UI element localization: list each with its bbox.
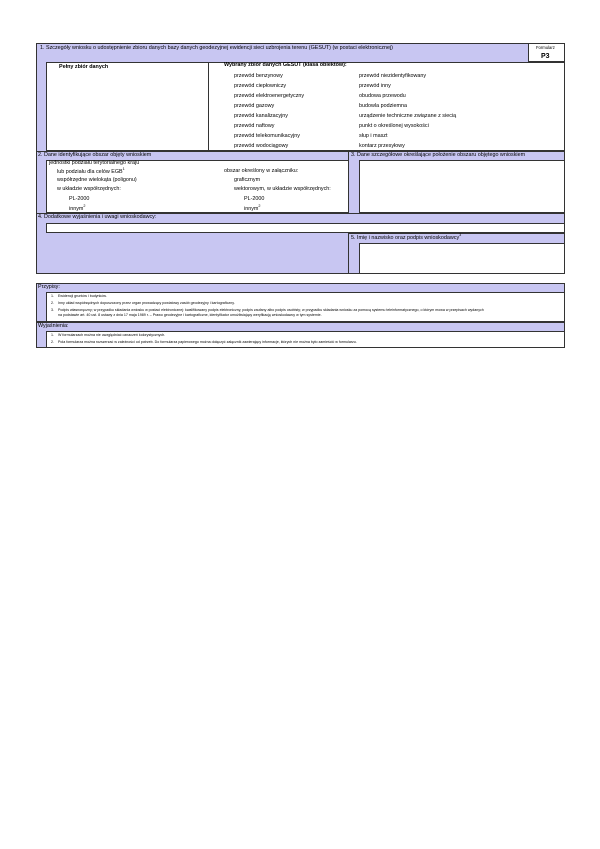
footnote-num: 2. xyxy=(51,301,54,305)
signature-input[interactable] xyxy=(359,243,565,274)
gesut-class-item[interactable]: przewód ciepłowniczy xyxy=(234,83,287,89)
gesut-class-item[interactable]: urządzenie techniczne związane z siecią xyxy=(359,113,457,119)
explanation-text: Pola formularza można rozszerzać w zależności od potrzeb. Do formularza papierowego można dołączyć załącznik zawierający informacje, których nie można było zamieścić w formularzu. xyxy=(58,340,357,344)
selected-set-label: Wybrany zbiór danych GESUT (klasa obiektów): xyxy=(224,62,347,68)
explanation-num: 1. xyxy=(51,333,54,337)
section3-title: 3. Dane szczegółowe określające położenie obszaru objętego wnioskiem xyxy=(351,152,526,158)
footnote-num: 1. xyxy=(51,294,54,298)
gesut-class-item[interactable]: obudowa przewodu xyxy=(359,93,406,99)
gesut-class-item[interactable]: przewód gazowy xyxy=(234,103,275,109)
section5-title: 5. Imię i nazwisko oraz podpis wnioskodawcy$^3$ xyxy=(351,233,462,241)
section2-title: 2. Dane identyfikujące obszar objęty wnioskiem xyxy=(38,152,152,158)
footnote-num: 3. xyxy=(51,308,54,312)
gesut-class-item[interactable]: przewód naftowy xyxy=(234,123,275,129)
footnotes-title: Przypisy: xyxy=(38,284,60,290)
gesut-class-item[interactable]: punkt o określonej wysokości xyxy=(359,123,429,129)
vector-option[interactable]: wektorowym, w układzie współrzędnych: xyxy=(234,186,331,192)
explanation-text: W formularzach można nie uwzględniać oznaczeń kolorystycznych. xyxy=(58,333,166,337)
section3-input[interactable] xyxy=(359,160,565,213)
graphic-option[interactable]: graficznym xyxy=(234,177,261,183)
other-system-option-b[interactable]: innym$^2$ xyxy=(244,204,261,212)
section1-content xyxy=(46,62,565,151)
pl2000-option[interactable]: PL-2000 xyxy=(69,196,90,202)
gesut-class-item[interactable]: przewód kanalizacyjny xyxy=(234,113,288,119)
gesut-class-item[interactable]: przewód wodociągowy xyxy=(234,143,289,149)
col-divider-sec5 xyxy=(348,233,349,274)
section4-title: 4. Dodatkowe wyjaśnienia i uwagi wnioskodawcy: xyxy=(38,214,157,220)
pl2000-option-b[interactable]: PL-2000 xyxy=(244,196,265,202)
egb-units-label[interactable]: lub podziału dla celów EGB$^1$ xyxy=(57,167,125,175)
section4-input[interactable] xyxy=(46,223,565,233)
gesut-class-item[interactable]: przewód inny xyxy=(359,83,391,89)
footnote-text: Podpis własnoręczny; w przypadku składania wniosku w postaci elektronicznej: kwalifikowany podpis elektroniczny, podpis zaufany albo podpis osobisty; w przypadku składania wniosku za pomocą systemu teleinformatycznego, o którym mowa w przepisach wydanych xyxy=(58,308,484,312)
footnote-text: Inny układ współrzędnych dopuszczony przez organ prowadzący powiatowy zasób geodezyjny i kartograficzny. xyxy=(58,301,235,305)
territorial-units-label[interactable]: jednostki podziału terytorialnego kraju xyxy=(49,160,140,166)
form-code-box xyxy=(528,43,565,62)
form-code: P3 xyxy=(541,53,550,60)
explanation-num: 2. xyxy=(51,340,54,344)
footnote-text-cont: na podstawie art. 40 ust. 8 ustawy z dnia 17 maja 1989 r. – Prawo geodezyjne i kartograficzne, identyfikator umożliwiający weryfikację wnioskodawcy w tym systemie. xyxy=(58,313,322,317)
area-defined-label[interactable]: obszar określony w załączniku: xyxy=(224,168,299,174)
gesut-class-item[interactable]: kontarz przesyłowy xyxy=(359,143,405,149)
gesut-class-item[interactable]: przewód benzynowy xyxy=(234,73,283,79)
gesut-class-item[interactable]: przewód elektroenergetyczny xyxy=(234,93,305,99)
section1-divider xyxy=(208,62,209,151)
gesut-class-item[interactable]: budowla podziemna xyxy=(359,103,407,109)
form-label: Formularz xyxy=(536,45,555,50)
gesut-class-item[interactable]: słup i maszt xyxy=(359,133,388,139)
gesut-class-item[interactable]: przewód telekomunikacyjny xyxy=(234,133,300,139)
full-set-label[interactable]: Pełny zbiór danych xyxy=(59,64,109,70)
gesut-class-item[interactable]: przewód niezidentyfikowany xyxy=(359,73,427,79)
other-system-option[interactable]: innym$^2$ xyxy=(69,204,86,212)
explanations-title: Wyjaśnienia: xyxy=(38,323,69,329)
section1-title: 1. Szczegóły wniosku o udostępnienie zbioru danych bazy danych geodezyjnej ewidencji sieci uzbrojenia terenu (GESUT) (w postaci elektronicznej) xyxy=(40,45,393,51)
polygon-label[interactable]: współrzędne wielokąta (poligonu) xyxy=(57,177,137,183)
footnote-text: Ewidencji gruntów i budynków. xyxy=(58,294,107,298)
coord-system-label: w układzie współrzędnych: xyxy=(57,186,121,192)
